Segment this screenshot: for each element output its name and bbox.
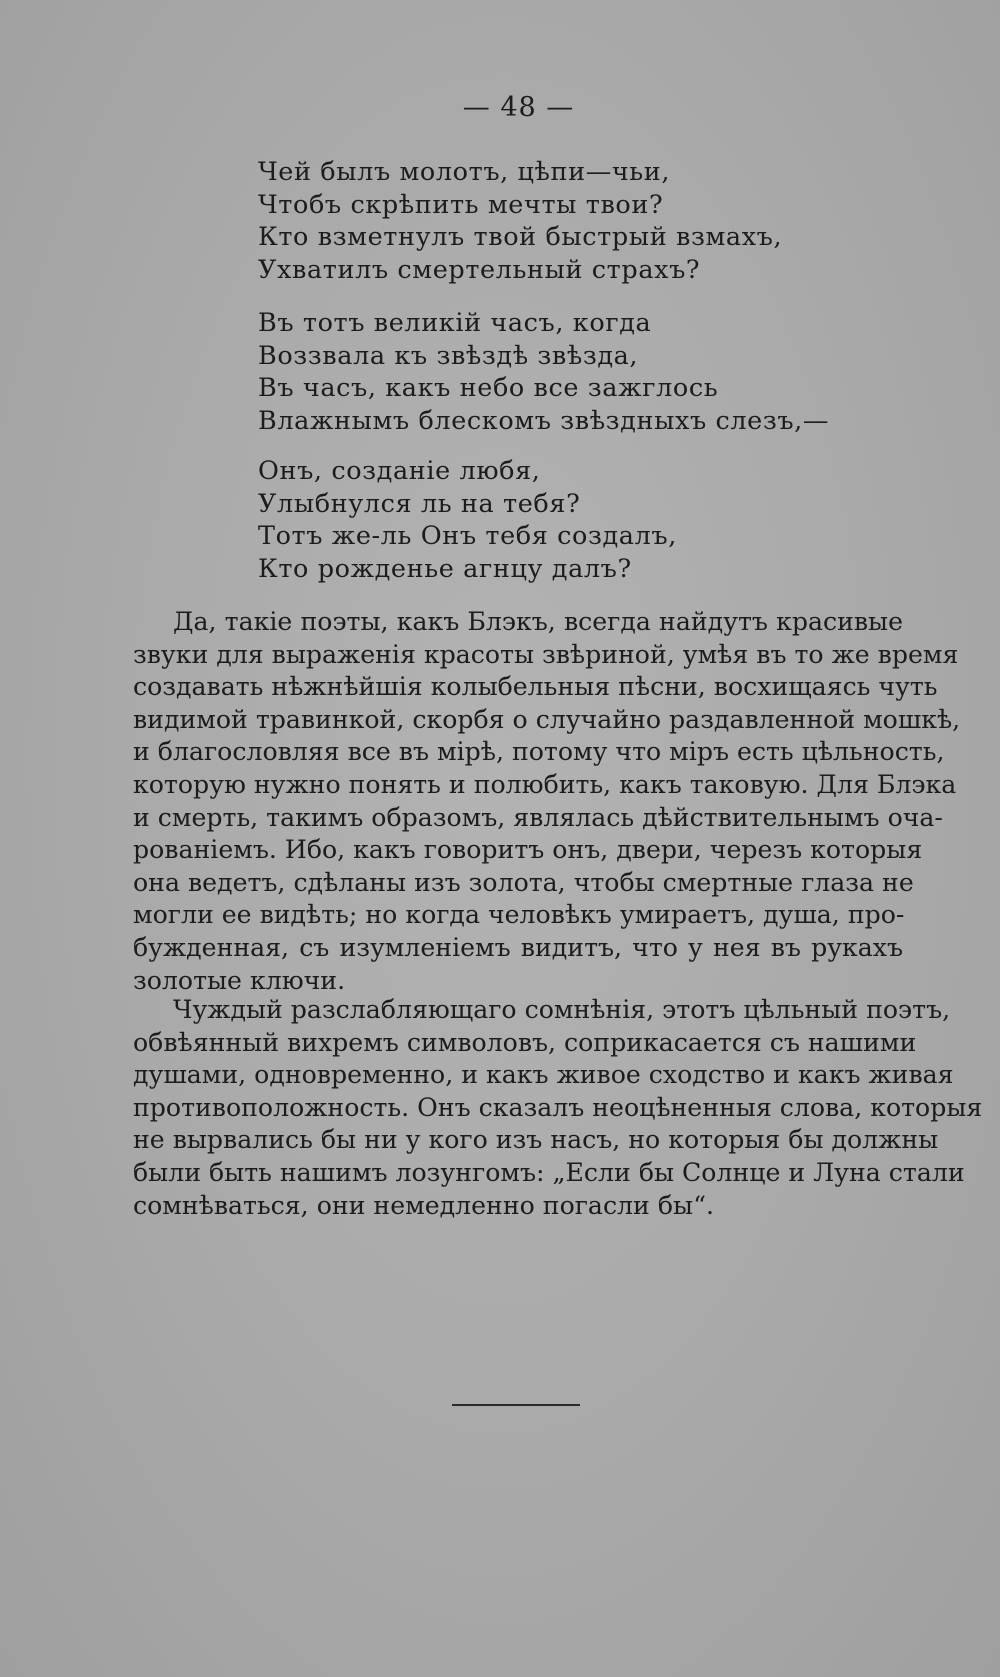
section-end-rule (452, 1404, 580, 1406)
poem-line: Онъ, созданіе любя, (258, 456, 541, 486)
paragraph-line: которую нужно понять и полюбить, какъ таковую. Для Блэка (133, 769, 957, 799)
poem-line: Улыбнулся ль на тебя? (258, 488, 581, 519)
paragraph-line: и благословляя все въ мірѣ, потому что міръ есть цѣльность, (133, 737, 945, 767)
paragraph-line: золотые ключи. (133, 965, 346, 995)
poem-line: Чтобъ скрѣпить мечты твои? (258, 189, 664, 220)
paragraph-line: были быть нашимъ лозунгомъ: „Если бы Солнце и Луна стали (133, 1157, 965, 1187)
paragraph-line: видимой травинкой, скорбя о случайно раздавленной мошкѣ, (133, 704, 961, 734)
paragraph-line: она ведетъ, сдѣланы изъ золота, чтобы смертные глаза не (133, 867, 914, 897)
paragraph-line: не вырвались бы ни у кого изъ насъ, но которыя бы должны (133, 1125, 939, 1155)
poem-stanza (258, 307, 898, 437)
poem-stanza (258, 156, 898, 286)
paragraph-line: Чуждый разслабляющаго сомнѣнія, этотъ цѣльный поэтъ, (173, 995, 951, 1024)
paragraph-line: обвѣянный вихремъ символовъ, соприкасается съ нашими (133, 1027, 917, 1057)
paragraph-line: бужденная, съ изумленіемъ видитъ, что у нея въ рукахъ (133, 932, 903, 962)
paragraph-line: противоположность. Онъ сказалъ неоцѣненныя слова, которыя (133, 1092, 983, 1122)
poem-line: Ухватилъ смертельный страхъ? (258, 254, 701, 285)
paragraph-line: сомнѣваться, они немедленно погасли бы“. (133, 1190, 714, 1220)
page-number: — 48 — (462, 92, 575, 123)
poem-line: Влажнымъ блескомъ звѣздныхъ слезъ,— (258, 405, 829, 436)
paragraph (133, 606, 961, 997)
poem-line: Воззвала къ звѣздѣ звѣзда, (258, 340, 639, 371)
poem-line: Въ тотъ великій часъ, когда (258, 308, 652, 338)
poem-line: Кто взметнулъ твой быстрый взмахъ, (258, 222, 783, 252)
poem-line: Тотъ же-ль Онъ тебя создалъ, (258, 521, 677, 551)
poem-line: Чей былъ молотъ, цѣпи—чьи, (258, 157, 671, 187)
poem-line: Въ часъ, какъ небо все зажглось (258, 373, 719, 403)
paragraph-line: могли ее видѣть; но когда человѣкъ умираетъ, душа, про- (133, 900, 905, 930)
paragraph-line: душами, одновременно, и какъ живое сходство и какъ живая (133, 1060, 954, 1090)
paragraph-line: Да, такіе поэты, какъ Блэкъ, всегда найдутъ красивые (173, 607, 903, 636)
paragraph-line: создавать нѣжнѣйшія колыбельныя пѣсни, восхищаясь чуть (133, 672, 938, 702)
paragraph-line: звуки для выраженія красоты звѣриной, умѣя въ то же время (133, 639, 959, 669)
poem-stanza (258, 455, 898, 585)
paragraph-line: рованіемъ. Ибо, какъ говоритъ онъ, двери, черезъ которыя (133, 835, 923, 865)
poem-line: Кто рожденье агнцу далъ? (258, 553, 632, 584)
paragraph (133, 994, 983, 1222)
paragraph-line: и смерть, такимъ образомъ, являлась дѣйствительнымъ оча- (133, 802, 943, 832)
